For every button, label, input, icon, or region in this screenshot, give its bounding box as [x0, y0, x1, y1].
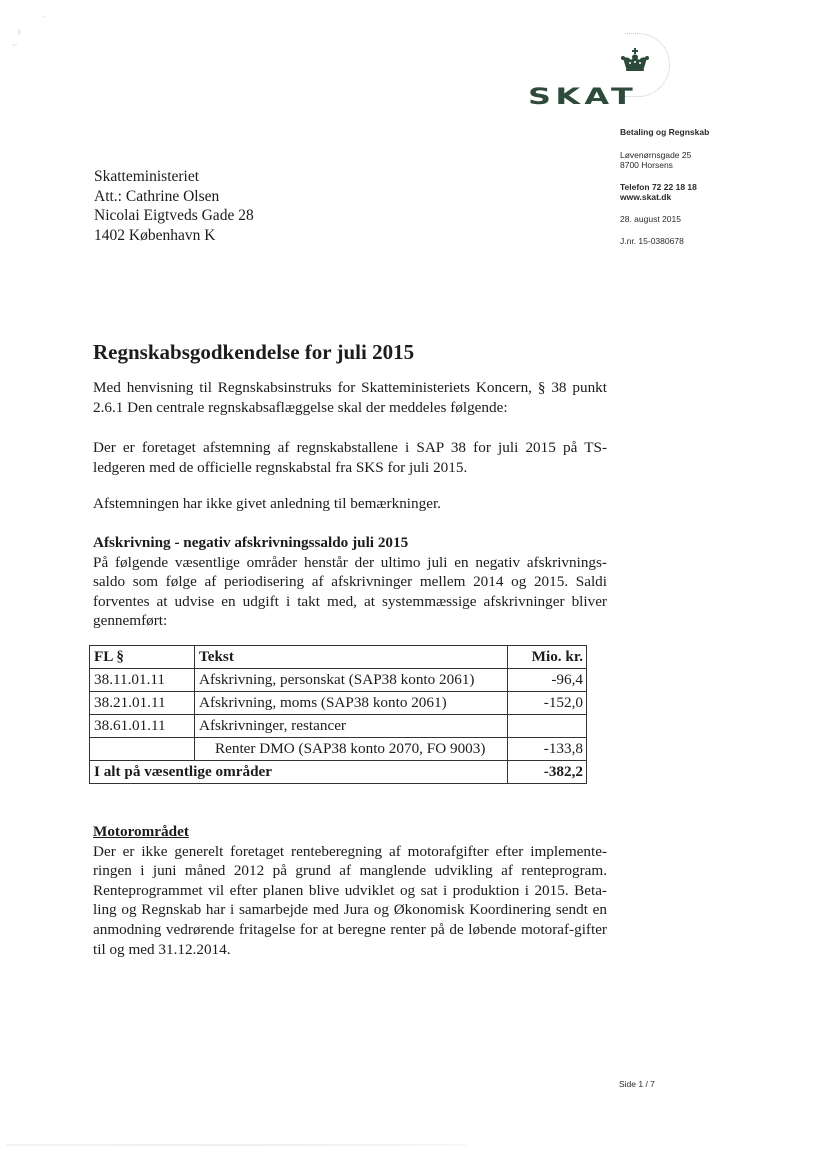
cell-fl: 38.11.01.11 — [90, 669, 195, 692]
paragraph-reconciliation: Der er foretaget afstemning af regnskabstallene i SAP 38 for juli 2015 på TS-ledgeren med de officielle regnskabstal fra SKS for juli 2015. — [93, 439, 607, 476]
sender-department: Betaling og Regnskab — [620, 127, 710, 137]
journal-number: J.nr. 15-0380678 — [620, 236, 684, 246]
sender-contact — [620, 182, 709, 202]
sender-web: www.skat.dk — [620, 192, 672, 202]
scan-artifact: ⅰ — [18, 28, 21, 37]
section-motor-heading: Motorområdet — [93, 823, 189, 840]
table-row — [90, 715, 587, 738]
total-label: I alt på væsentlige områder — [90, 761, 508, 784]
header-amount: Mio. kr. — [508, 646, 587, 669]
letter-date: 28. august 2015 — [620, 214, 681, 224]
scan-footer-artifact — [6, 1144, 466, 1146]
header-fl: FL § — [90, 646, 195, 669]
recipient-line-4: 1402 København K — [94, 226, 216, 244]
paragraph-no-remarks: Afstemningen har ikke givet anledning til bemærkninger. — [93, 495, 441, 512]
cell-tekst: Afskrivning, moms (SAP38 konto 2061) — [195, 692, 508, 715]
paragraph-reference: Med henvisning til Regnskabsinstruks for Skatteministeriets Koncern, § 38 punkt 2.6.1 Den centrale regnskabsaflæggelse skal der meddeles følgende: — [93, 379, 607, 416]
table-row — [90, 738, 587, 761]
page-number: Side 1 / 7 — [619, 1079, 655, 1089]
cell-amount: -152,0 — [508, 692, 587, 715]
cell-fl: 38.61.01.11 — [90, 715, 195, 738]
cell-amount: -133,8 — [508, 738, 587, 761]
afskrivning-table — [89, 645, 587, 784]
section-afskrivning-body: På følgende væsentlige områder henstår der ultimo juli en negativ afskrivnings-saldo som følge af periodisering af afskrivninger mellem 2014 og 2015. Saldi forventes at udvise en udgift i takt med, at systemmæssige afskrivninger bliver gennemført: — [93, 553, 607, 630]
cell-fl — [90, 738, 195, 761]
sender-phone: Telefon 72 22 18 18 — [620, 182, 697, 192]
cell-amount — [508, 715, 587, 738]
cell-amount: -96,4 — [508, 669, 587, 692]
table-header-row — [90, 646, 587, 669]
recipient-line-1: Skatteministeriet — [94, 168, 200, 185]
cell-tekst: Renter DMO (SAP38 konto 2070, FO 9003) — [195, 738, 508, 761]
section-afskrivning — [93, 533, 607, 631]
skat-logo — [525, 28, 645, 108]
total-amount: -382,2 — [508, 761, 587, 784]
recipient-line-2: Att.: Cathrine Olsen — [94, 187, 220, 205]
cell-tekst: Afskrivninger, restancer — [195, 715, 508, 738]
scan-artifact: ⁻ — [42, 14, 47, 23]
recipient-address — [94, 167, 254, 245]
table-total-row — [90, 761, 587, 784]
sender-street: Løvenørnsgade 25 — [620, 150, 692, 160]
section-motor — [93, 822, 607, 959]
section-motor-body: Der er ikke generelt foretaget renteberegning af motorafgifter efter implemente-ringen i juni måned 2012 på grund af manglende udvikling af renteprogram. Renteprogrammet vil efter planen blive udviklet og sat i produktion i 2015. Beta-ling og Regnskab har i samarbejde med Jura og Økonomisk Koordinering sendt en anmodning vedrørende fritagelse for at beregne renter på de løbende motoraf-gifter til og med 31.12.2014. — [93, 842, 607, 958]
table-row — [90, 692, 587, 715]
sender-city: 8700 Horsens — [620, 160, 673, 170]
document-title: Regnskabsgodkendelse for juli 2015 — [93, 340, 415, 364]
crown-icon — [620, 48, 650, 74]
logo-wordmark: SKAT — [528, 85, 638, 110]
sender-address — [620, 150, 709, 170]
cell-tekst: Afskrivning, personskat (SAP38 konto 2061) — [195, 669, 508, 692]
cell-fl: 38.21.01.11 — [90, 692, 195, 715]
sender-block — [620, 127, 709, 246]
table-row — [90, 669, 587, 692]
section-afskrivning-heading: Afskrivning - negativ afskrivningssaldo juli 2015 — [93, 534, 409, 551]
scan-artifact: ⌐ — [13, 40, 18, 49]
header-tekst: Tekst — [195, 646, 508, 669]
recipient-line-3: Nicolai Eigtveds Gade 28 — [94, 207, 254, 224]
